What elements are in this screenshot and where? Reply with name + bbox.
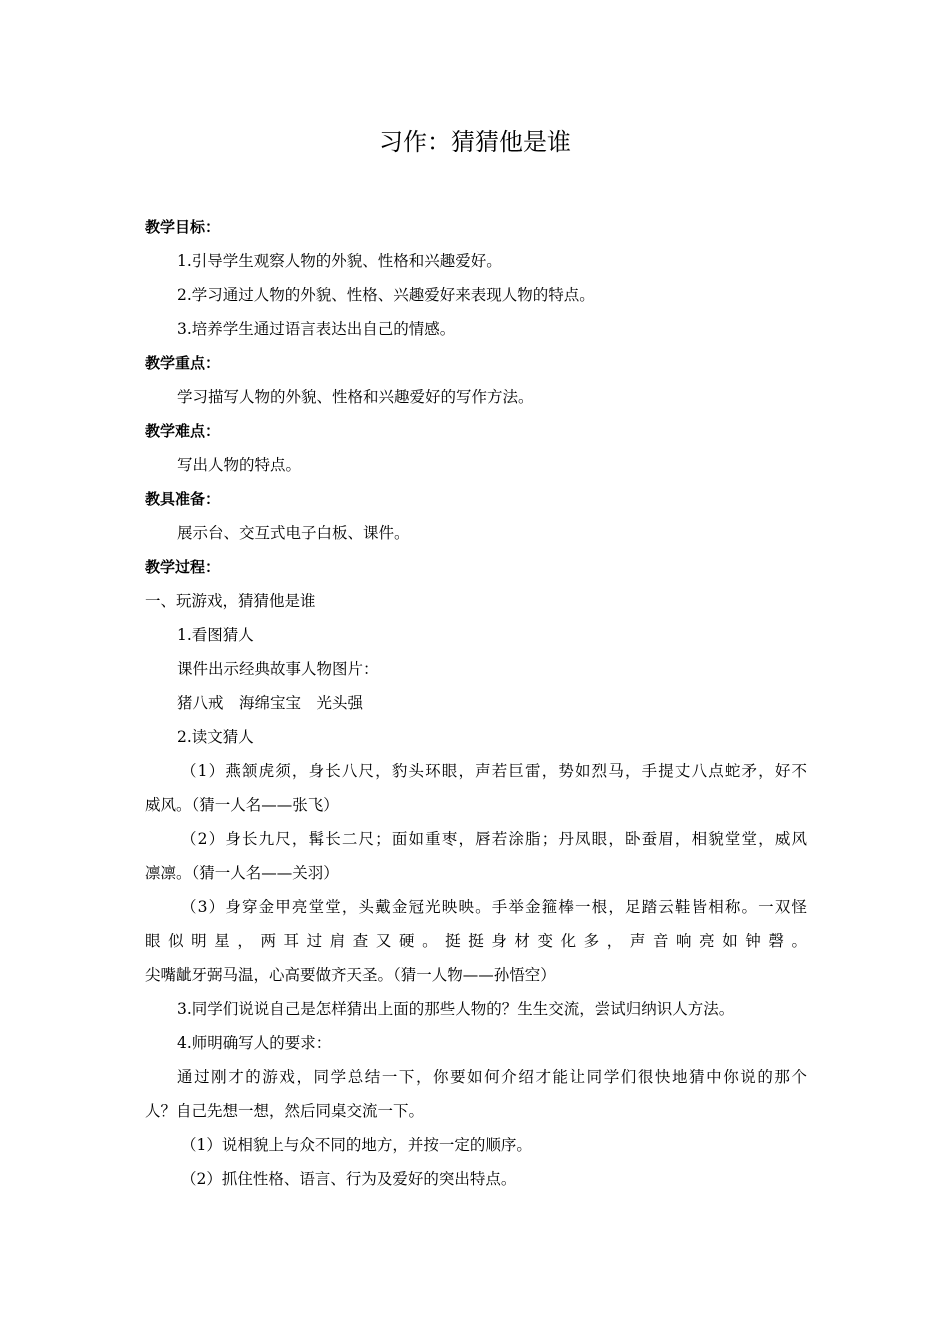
- paragraph-line: 人？自己先想一想，然后同桌交流一下。: [145, 1102, 425, 1120]
- paragraph-line: （3）身穿金甲亮堂堂，头戴金冠光映映。手举金箍棒一根，足踏云鞋皆相称。一双怪: [181, 898, 807, 916]
- list-item: （1）说相貌上与众不同的地方，并按一定的顺序。: [181, 1136, 532, 1154]
- objective-item: 3.培养学生通过语言表达出自己的情感。: [177, 320, 456, 338]
- paragraph: 课件出示经典故事人物图片：: [177, 660, 379, 678]
- section-heading-materials: 教具准备：: [145, 490, 221, 508]
- paragraph: 写出人物的特点。: [177, 456, 302, 474]
- paragraph-line: 尖嘴龇牙弼马温，心高要做齐天圣。（猜一人物——孙悟空）: [145, 966, 556, 984]
- paragraph: 学习描写人物的外貌、性格和兴趣爱好的写作方法。: [177, 388, 534, 406]
- paragraph: 展示台、交互式电子白板、课件。: [177, 524, 410, 542]
- document-title: 习作：猜猜他是谁: [379, 128, 571, 156]
- list-item: 3.同学们说说自己是怎样猜出上面的那些人物的？生生交流，尝试归纳识人方法。: [177, 1000, 735, 1018]
- section-heading-process: 教学过程：: [145, 558, 221, 576]
- list-item: 2.读文猜人: [177, 728, 254, 746]
- subsection-heading: 一、玩游戏，猜猜他是谁: [145, 592, 316, 610]
- section-heading-objectives: 教学目标：: [145, 218, 221, 236]
- paragraph-line: 威风。（猜一人名——张飞）: [145, 796, 339, 814]
- paragraph-line: 通过刚才的游戏，同学总结一下，你要如何介绍才能让同学们很快地猜中你说的那个: [177, 1068, 807, 1086]
- paragraph-line: （2）身长九尺，髯长二尺；面如重枣，唇若涂脂；丹凤眼，卧蚕眉，相貌堂堂，威风: [181, 830, 807, 848]
- objective-item: 1.引导学生观察人物的外貌、性格和兴趣爱好。: [177, 252, 502, 270]
- list-item: 4.师明确写人的要求：: [177, 1034, 332, 1052]
- section-heading-difficulties: 教学难点：: [145, 422, 221, 440]
- section-heading-key-points: 教学重点：: [145, 354, 221, 372]
- objective-item: 2.学习通过人物的外貌、性格、兴趣爱好来表现人物的特点。: [177, 286, 595, 304]
- list-item: （2）抓住性格、语言、行为及爱好的突出特点。: [181, 1170, 517, 1188]
- paragraph: 猪八戒 海绵宝宝 光头强: [177, 694, 364, 712]
- paragraph-line: （1）燕颔虎须，身长八尺，豹头环眼，声若巨雷，势如烈马，手提丈八点蛇矛，好不: [181, 762, 807, 780]
- list-item: 1.看图猜人: [177, 626, 254, 644]
- paragraph-line: 凛凛。（猜一人名——关羽）: [145, 864, 339, 882]
- paragraph-line: 眼似明星，两耳过肩查又硬。挺挺身材变化多，声音响亮如钟磬。: [145, 932, 807, 950]
- document-body: [145, 210, 807, 1196]
